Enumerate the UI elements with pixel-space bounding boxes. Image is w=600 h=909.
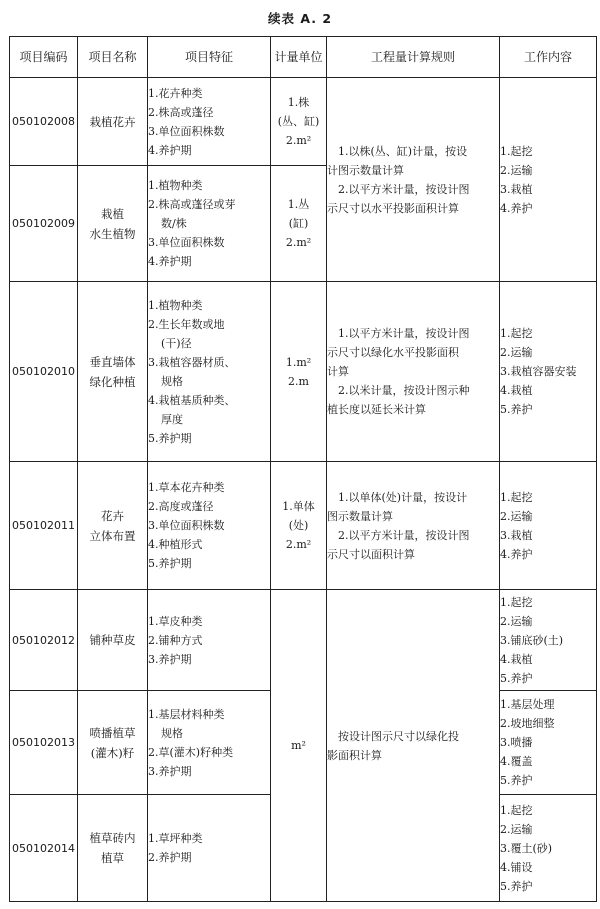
table-row: [10, 78, 597, 166]
work-line: 4.铺设: [500, 860, 533, 874]
unit-line: 2.m²: [285, 538, 312, 551]
table-row: [10, 462, 597, 590]
work-line: 3.喷播: [500, 736, 533, 749]
work-line: 1.起挖: [500, 327, 533, 340]
work-line: 4.栽植: [500, 652, 533, 666]
feature-line: 2.株高或蓬径: [148, 105, 214, 119]
header-unit: 计量单位: [271, 37, 327, 78]
item-work: [500, 691, 597, 795]
header-features: 项目特征: [148, 37, 271, 78]
unit-line: 1.单体: [282, 500, 315, 513]
work-line: 3.栽植容器安装: [500, 365, 577, 378]
item-features: [148, 78, 271, 166]
feature-line: 厚度: [161, 412, 183, 426]
rule-line: 示尺寸以水平投影面积计算: [327, 201, 459, 215]
feature-line: 1.基层材料种类: [148, 707, 225, 721]
item-code: 050102011: [10, 462, 78, 590]
unit-line: (丛、缸): [277, 115, 320, 128]
item-name-line: 栽植: [101, 206, 124, 221]
item-name-line: 喷播植草: [89, 725, 136, 740]
rule-line: 按设计图示尺寸以绿化投: [338, 729, 459, 743]
feature-line: 1.草坪种类: [148, 832, 203, 845]
feature-line: 3.养护期: [148, 652, 192, 666]
item-features: [148, 282, 271, 462]
feature-line: 3.单位面积株数: [148, 519, 225, 532]
rule-line: 示尺寸以面积计算: [327, 547, 415, 561]
item-code: 050102014: [10, 795, 78, 902]
rule-line: 示尺寸以绿化水平投影面积: [327, 346, 459, 359]
work-line: 4.养护: [500, 201, 533, 215]
item-name-line: 花卉: [101, 508, 124, 523]
item-code: 050102008: [10, 78, 78, 166]
work-line: 2.运输: [500, 163, 533, 177]
item-features: [148, 462, 271, 590]
work-line: 1.起挖: [500, 595, 533, 609]
spec-table: [9, 36, 597, 902]
item-unit: [271, 590, 327, 902]
rule-line: 1.以单体(处)计量，按设计: [338, 490, 468, 504]
rule-line: 影面积计算: [327, 748, 382, 762]
feature-line: 规格: [161, 374, 183, 388]
item-name: [78, 691, 148, 795]
item-work: [500, 78, 597, 282]
header-row: [10, 37, 597, 78]
item-name-line: 绿化种植: [89, 374, 136, 389]
item-unit: [271, 462, 327, 590]
table-caption: 续表 A. 2: [267, 11, 333, 26]
item-code: 050102009: [10, 166, 78, 282]
work-line: 1.起挖: [500, 144, 533, 158]
rule-line: 计算: [327, 365, 349, 378]
unit-line: 2.m²: [285, 236, 312, 249]
feature-line: 2.高度或蓬径: [148, 500, 214, 513]
work-line: 5.养护: [500, 671, 533, 685]
header-rules: 工程量计算规则: [327, 37, 500, 78]
feature-line: 4.栽植基质种类、: [148, 393, 236, 407]
table-row: [10, 282, 597, 462]
work-line: 3.铺底砂(土): [500, 633, 564, 647]
feature-line: 5.养护期: [148, 431, 192, 445]
item-work: [500, 795, 597, 902]
feature-line: 2.草(灌木)籽种类: [148, 745, 234, 759]
item-rules: [327, 78, 500, 282]
unit-line: (缸): [288, 217, 309, 230]
feature-line: 规格: [161, 726, 183, 740]
item-rules: [327, 590, 500, 902]
work-line: 5.养护: [500, 774, 533, 787]
table-row: [10, 590, 597, 691]
feature-line: 4.养护期: [148, 255, 192, 268]
rule-line: 1.以平方米计量，按设计图: [338, 327, 470, 340]
item-rules: [327, 282, 500, 462]
unit-line: (处): [288, 519, 309, 532]
work-line: 2.运输: [500, 509, 533, 523]
rule-line: 图示数量计算: [327, 509, 393, 523]
item-name: [78, 590, 148, 691]
feature-line: 4.种植形式: [148, 538, 203, 551]
feature-line: 3.单位面积株数: [148, 124, 225, 138]
work-line: 2.运输: [500, 346, 533, 359]
work-line: 2.坡地细整: [500, 717, 555, 730]
feature-line: 3.单位面积株数: [148, 236, 225, 249]
item-features: [148, 691, 271, 795]
item-work: [500, 462, 597, 590]
item-name-line: 垂直墙体: [89, 354, 136, 369]
feature-line: 1.草本花卉种类: [148, 481, 225, 494]
unit-line: 1.m²: [285, 355, 312, 369]
item-name-line: 铺种草皮: [89, 633, 136, 647]
feature-line: 2.生长年数或地: [148, 317, 225, 331]
item-name: [78, 78, 148, 166]
item-work: [500, 590, 597, 691]
work-line: 4.养护: [500, 547, 533, 561]
unit-line: m²: [291, 739, 306, 752]
item-unit: [271, 78, 327, 166]
unit-line: 2.m: [288, 374, 309, 388]
item-name: [78, 282, 148, 462]
work-line: 3.栽植: [500, 528, 533, 542]
rule-line: 1.以株(丛、缸)计量，按设: [338, 144, 468, 158]
feature-line: 1.花卉种类: [148, 86, 203, 100]
header-name: 项目名称: [78, 37, 148, 78]
rule-line: 计图示数量计算: [327, 163, 404, 177]
item-name: [78, 462, 148, 590]
item-features: [148, 795, 271, 902]
item-code: 050102012: [10, 590, 78, 691]
feature-line: 1.植物种类: [148, 298, 203, 312]
feature-line: 5.养护期: [148, 557, 192, 570]
rule-line: 2.以平方米计量，按设计图: [338, 182, 470, 196]
feature-line: 3.栽植容器材质、: [148, 355, 236, 369]
header-work: 工作内容: [500, 37, 597, 78]
feature-line: 1.草皮种类: [148, 614, 203, 628]
work-line: 4.栽植: [500, 384, 533, 397]
item-name: [78, 795, 148, 902]
work-line: 1.起挖: [500, 803, 533, 817]
work-line: 2.运输: [500, 822, 533, 836]
feature-line: 1.植物种类: [148, 179, 203, 192]
work-line: 3.覆土(砂): [500, 841, 553, 855]
item-features: [148, 166, 271, 282]
item-name-line: 植草: [101, 851, 124, 865]
item-name-line: 水生植物: [89, 226, 136, 241]
item-code: 050102010: [10, 282, 78, 462]
feature-line: 2.铺种方式: [148, 633, 203, 647]
unit-line: 1.丛: [287, 198, 310, 211]
work-line: 4.覆盖: [500, 755, 533, 768]
header-code: 项目编码: [10, 37, 78, 78]
work-line: 5.养护: [500, 879, 533, 893]
unit-line: 1.株: [287, 96, 310, 109]
item-unit: [271, 166, 327, 282]
item-name-line: 立体布置: [89, 528, 136, 543]
rule-line: 2.以米计量，按设计图示种: [338, 384, 470, 397]
feature-line: (干)径: [161, 336, 192, 350]
feature-line: 2.养护期: [148, 851, 192, 864]
feature-line: 3.养护期: [148, 764, 192, 778]
work-line: 1.起挖: [500, 490, 533, 504]
feature-line: 数/株: [161, 217, 187, 230]
item-unit: [271, 282, 327, 462]
work-line: 2.运输: [500, 614, 533, 628]
work-line: 3.栽植: [500, 182, 533, 196]
item-name-line: (灌木)籽: [90, 745, 135, 760]
item-code: 050102013: [10, 691, 78, 795]
work-line: 1.基层处理: [500, 698, 555, 711]
item-rules: [327, 462, 500, 590]
item-work: [500, 282, 597, 462]
rule-line: 植长度以延长米计算: [327, 403, 426, 416]
feature-line: 4.养护期: [148, 143, 192, 157]
item-name-line: 栽植花卉: [89, 114, 136, 129]
work-line: 5.养护: [500, 403, 533, 416]
feature-line: 2.株高或蓬径或芽: [148, 198, 236, 211]
item-name-line: 植草砖内: [89, 831, 136, 845]
item-features: [148, 590, 271, 691]
item-name: [78, 166, 148, 282]
unit-line: 2.m²: [285, 134, 312, 147]
rule-line: 2.以平方米计量，按设计图: [338, 528, 470, 542]
